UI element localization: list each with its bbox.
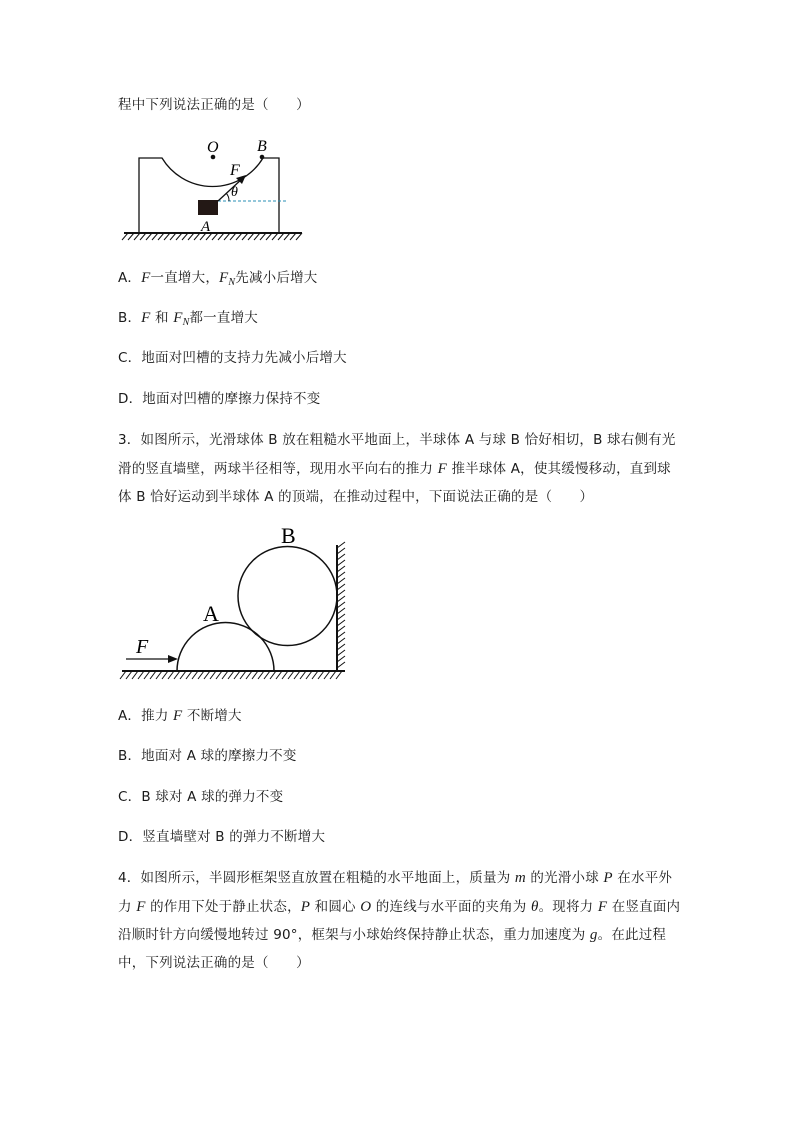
symbol-F: F — [141, 270, 151, 286]
symbol-F: F — [141, 310, 151, 326]
symbol-P: P — [603, 870, 613, 886]
symbol-P: P — [300, 899, 311, 915]
symbol-F: F — [173, 708, 183, 724]
label-A: A — [201, 219, 211, 235]
q4-l1-b: 的光滑小球 — [525, 870, 604, 886]
q4-l2-c: 和圆心 — [310, 899, 361, 915]
q3-stem-line3: 体 B 恰好运动到半球体 A 的顶端，在推动过程中，下面说法正确的是（ ） — [118, 489, 594, 505]
symbol-theta: θ — [530, 899, 539, 915]
q4-l2-d: 的连线与水平面的夹角为 — [371, 899, 531, 915]
q3-option-c: C．B 球对 A 球的弹力不变 — [118, 789, 284, 805]
option-b-text1: 和 — [150, 310, 174, 326]
q4-l2-f: 在竖直面内 — [607, 899, 681, 915]
option-b-prefix: B． — [118, 310, 142, 326]
option-a-text1: A．推力 — [118, 708, 174, 724]
symbol-F: F — [597, 899, 608, 915]
q3-line2-a: 滑的竖直墙壁，两球半径相等，现用水平向右的推力 — [118, 461, 438, 477]
q3-stem-line1: 3．如图所示，光滑球体 B 放在粗糙水平地面上，半球体 A 与球 B 恰好相切，B 球右侧有光 — [118, 432, 676, 448]
q4-l2-e: 。现将力 — [538, 899, 598, 915]
q4-l2-a: 力 — [118, 899, 137, 915]
q4-l2-b: 的作用下处于静止状态， — [145, 899, 301, 915]
q4-l1-a: 4．如图所示，半圆形框架竖直放置在粗糙的水平地面上，质量为 — [118, 870, 515, 886]
q3-line2-b: 推半球体 A，使其缓慢移动，直到球 — [446, 461, 671, 477]
q4-stem-line3 — [118, 925, 666, 945]
option-a-text2: 先减小后增大 — [235, 270, 318, 286]
q4-l1-c: 在水平外 — [612, 870, 673, 886]
symbol-FN: F — [219, 270, 229, 286]
subscript-N: N — [228, 277, 236, 288]
symbol-F: F — [437, 461, 447, 477]
q4-stem-line1 — [118, 868, 672, 888]
q2-option-d: D．地面对凹槽的摩擦力保持不变 — [118, 391, 321, 407]
label-F: F — [230, 162, 240, 179]
q3-option-b: B．地面对 A 球的摩擦力不变 — [118, 748, 297, 764]
label-A: A — [203, 601, 219, 626]
label-B: B — [257, 138, 267, 155]
label-theta: θ — [231, 185, 238, 200]
option-a-prefix: A． — [118, 270, 142, 286]
q2-option-c: C．地面对凹槽的支持力先减小后增大 — [118, 350, 347, 366]
label-B: B — [281, 523, 296, 548]
subscript-N: N — [182, 317, 190, 328]
label-O: O — [207, 139, 219, 156]
symbol-FN: F — [173, 310, 183, 326]
q4-l3-b: 。在此过程 — [597, 927, 667, 943]
q4-l3-a: 沿顺时针方向缓慢地转过 90°，框架与小球始终保持静止状态，重力加速度为 — [118, 927, 590, 943]
q3-option-d: D．竖直墙壁对 B 的弹力不断增大 — [118, 829, 326, 845]
q3-option-a — [118, 706, 242, 726]
option-a-text1: 一直增大， — [150, 270, 220, 286]
symbol-g: g — [589, 927, 598, 943]
label-F: F — [136, 636, 149, 658]
q4-stem-line4: 中，下列说法正确的是（ ） — [118, 955, 310, 971]
q2-stem-tail: 程中下列说法正确的是（ ） — [118, 97, 310, 113]
option-b-text2: 都一直增大 — [189, 310, 258, 326]
symbol-m: m — [514, 870, 526, 886]
symbol-F: F — [136, 899, 146, 915]
option-a-text2: 不断增大 — [182, 708, 242, 724]
symbol-O: O — [360, 899, 372, 915]
q4-stem-line2 — [118, 897, 680, 917]
